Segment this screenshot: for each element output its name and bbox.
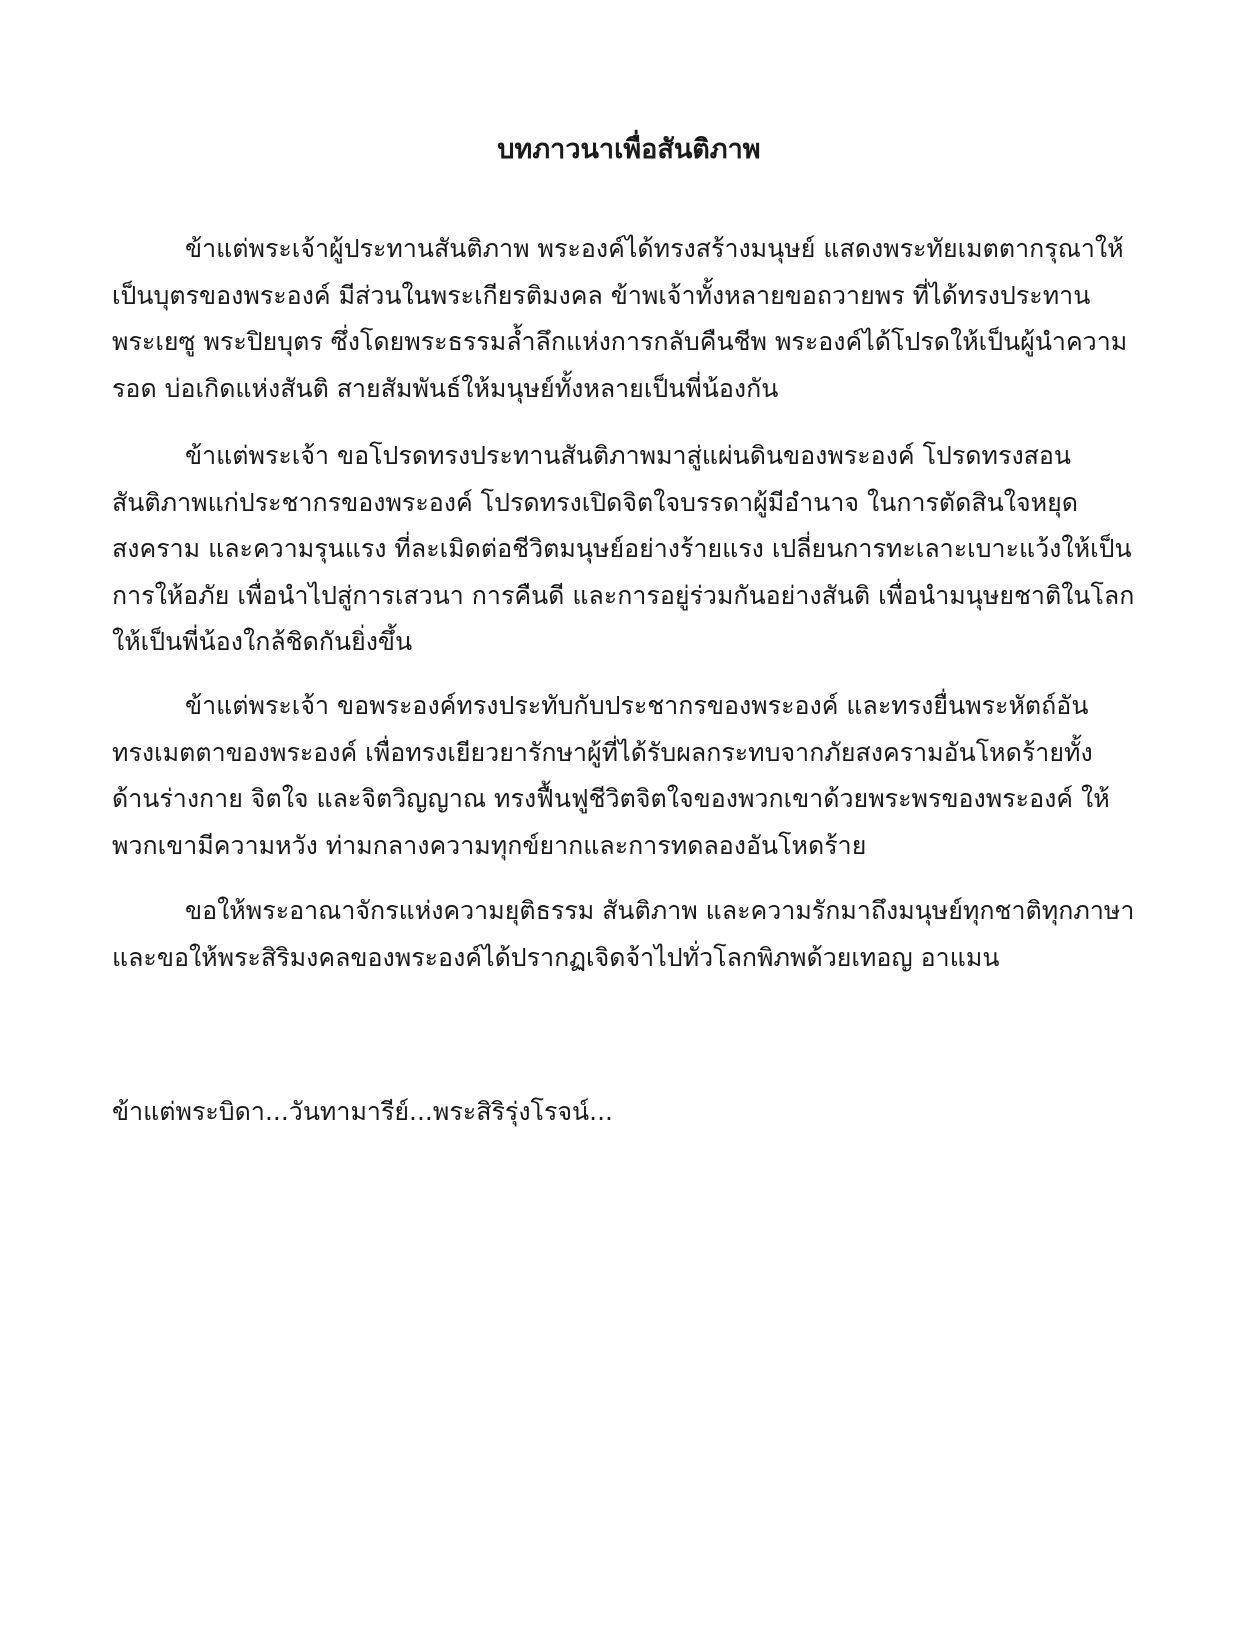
document-title: บทภาวนาเพื่อสันติภาพ <box>497 134 761 165</box>
closing-line: ข้าแต่พระบิดา...วันทามารีย์...พระสิริรุ่งโรจน์... <box>112 1097 613 1126</box>
paragraph-line: สงคราม และความรุนแรง ที่ละเมิดต่อชีวิตมนุษย์อย่างร้ายแรง เปลี่ยนการทะเลาะเบาะแว้งให้เป็น <box>112 534 1132 563</box>
prayer-paragraph <box>112 683 1152 869</box>
prayer-paragraph <box>112 226 1152 412</box>
prayer-paragraph <box>112 888 1152 981</box>
paragraph-line: พวกเขามีความหวัง ท่ามกลางความทุกข์ยากและการทดลองอันโหดร้าย <box>112 830 867 860</box>
paragraph-line: ให้เป็นพี่น้องใกล้ชิดกันยิ่งขึ้น <box>112 627 413 656</box>
paragraph-line: ด้านร่างกาย จิตใจ และจิตวิญญาณ ทรงฟื้นฟูชีวิตจิตใจของพวกเขาด้วยพระพรของพระองค์ ให้ <box>112 784 1110 813</box>
paragraph-line: การให้อภัย เพื่อนำไปสู่การเสวนา การคืนดี และการอยู่ร่วมกันอย่างสันติ เพื่อนำมนุษยชาติในโลก <box>112 580 1135 610</box>
paragraph-line: ขอให้พระอาณาจักรแห่งความยุติธรรม สันติภาพ และความรักมาถึงมนุษย์ทุกชาติทุกภาษา <box>185 896 1135 925</box>
paragraph-line: สันติภาพแก่ประชากรของพระองค์ โปรดทรงเปิดจิตใจบรรดาผู้มีอำนาจ ในการตัดสินใจหยุด <box>112 487 1078 517</box>
paragraph-line: ข้าแต่พระเจ้าผู้ประทานสันติภาพ พระองค์ได้ทรงสร้างมนุษย์ แสดงพระทัยเมตตากรุณาให้ <box>185 234 1124 263</box>
paragraph-line: และขอให้พระสิริมงคลของพระองค์ได้ปรากฏเจิดจ้าไปทั่วโลกพิภพด้วยเทอญ อาแมน <box>112 942 1000 972</box>
paragraph-line: พระเยซู พระปิยบุตร ซึ่งโดยพระธรรมล้ำลึกแห่งการกลับคืนชีพ พระองค์ได้โปรดให้เป็นผู้นำความ <box>112 327 1128 356</box>
paragraph-line: ข้าแต่พระเจ้า ขอโปรดทรงประทานสันติภาพมาสู่แผ่นดินของพระองค์ โปรดทรงสอน <box>185 441 1072 470</box>
paragraph-line: รอด บ่อเกิดแห่งสันติ สายสัมพันธ์ให้มนุษย์ทั้งหลายเป็นพี่น้องกัน <box>112 373 779 403</box>
paragraph-line: ทรงเมตตาของพระองค์ เพื่อทรงเยียวยารักษาผู้ที่ได้รับผลกระทบจากภัยสงครามอันโหดร้ายทั้ง <box>112 737 1093 767</box>
paragraph-line: ข้าแต่พระเจ้า ขอพระองค์ทรงประทับกับประชากรของพระองค์ และทรงยื่นพระหัตถ์อัน <box>185 691 1089 720</box>
prayer-paragraph <box>112 433 1152 666</box>
paragraph-line: เป็นบุตรของพระองค์ มีส่วนในพระเกียรติมงคล ข้าพเจ้าทั้งหลายขอถวายพร ที่ได้ทรงประทาน <box>112 280 1091 310</box>
